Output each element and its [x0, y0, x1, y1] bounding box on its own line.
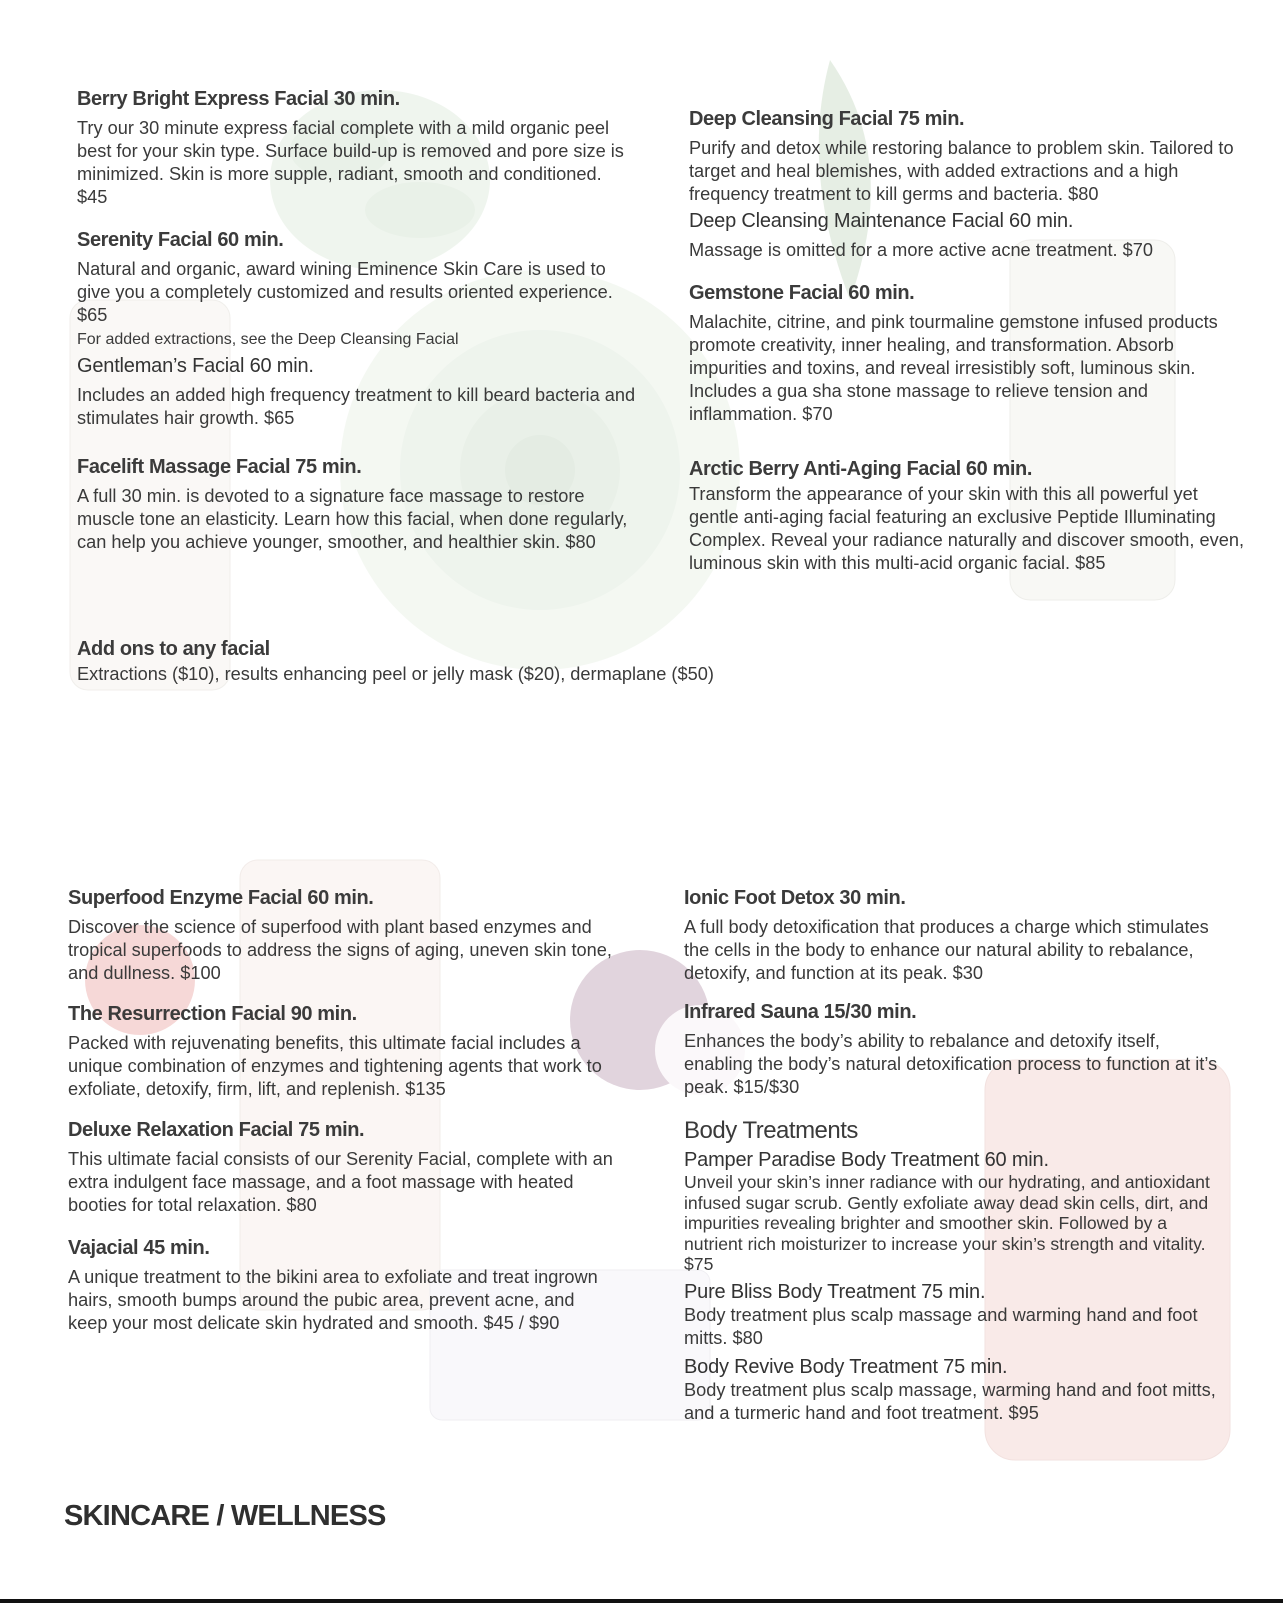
item-description: Enhances the body’s ability to rebalance and detoxify itself, enabling the body’s natural detoxification process to function at it’s peak. $15/$30 — [684, 1031, 1218, 1097]
footer-section-label: SKINCARE / WELLNESS — [64, 1500, 386, 1532]
menu-item — [684, 1001, 1229, 1099]
item-title: Gemstone Facial 60 min. — [689, 282, 915, 304]
item-description: Malachite, citrine, and pink tourmaline gemstone infused products promote creativity, inner healing, and transformation. Absorb impurities and toxins, and reveal irresistibly soft, luminous skin. Includes a gua sha stone massage to relieve tension and inflammation. $70 — [689, 312, 1218, 424]
section-heading: Body Treatments — [684, 1117, 858, 1144]
item-description: Unveil your skin’s inner radiance with our hydrating, and antioxidant infused sugar scrub. Gently exfoliate away dead skin cells, dirt, and impurities revealing brighter and smoother skin. Followed by a nutrient rich moisturizer to increase your skin’s strength and vitality. $75 — [684, 1172, 1210, 1274]
menu-item — [689, 210, 1249, 262]
item-description: A unique treatment to the bikini area to exfoliate and treat ingrown hairs, smooth bumps around the pubic area, prevent acne, and keep your most delicate skin hydrated and smooth. $45 / $90 — [68, 1267, 598, 1333]
item-title: Ionic Foot Detox 30 min. — [684, 887, 906, 909]
item-description: Body treatment plus scalp massage and warming hand and foot mitts. $80 — [684, 1304, 1198, 1348]
addons-description: Extractions ($10), results enhancing peel or jelly mask ($20), dermaplane ($50) — [77, 664, 714, 684]
menu-item — [77, 355, 637, 430]
bottom-rule — [0, 1599, 1283, 1603]
item-description: Packed with rejuvenating benefits, this ultimate facial includes a unique combination of enzymes and tightening agents that work to exfoliate, detoxify, firm, lift, and replenish. $135 — [68, 1033, 602, 1099]
menu-item — [684, 1149, 1229, 1275]
menu-item — [684, 887, 1229, 985]
menu-item — [77, 456, 637, 554]
item-description: Transform the appearance of your skin with this all powerful yet gentle anti-aging facial featuring an exclusive Peptide Illuminating Complex. Reveal your radiance naturally and discover smooth, even, luminous skin with this multi-acid organic facial. $85 — [689, 484, 1245, 573]
facials-right-column — [689, 108, 1249, 575]
item-description: Discover the science of superfood with plant based enzymes and tropical superfoods to address the signs of aging, uneven skin tone, and dullness. $100 — [68, 917, 612, 983]
item-description: Purify and detox while restoring balance to problem skin. Tailored to target and heal blemishes, with added extractions and a high frequency treatment to kill germs and bacteria. $80 — [689, 138, 1234, 204]
menu-item — [68, 1119, 613, 1217]
item-description: A full body detoxification that produces a charge which stimulates the cells in the body to enhance our natural ability to rebalance, detoxify, and function at its peak. $30 — [684, 917, 1209, 983]
menu-item — [68, 1237, 613, 1335]
item-title: Facelift Massage Facial 75 min. — [77, 456, 362, 478]
item-title: Arctic Berry Anti-Aging Facial 60 min. — [689, 458, 1033, 480]
facials-left-column — [77, 88, 637, 554]
item-title: Deep Cleansing Facial 75 min. — [689, 108, 965, 130]
item-title: Pamper Paradise Body Treatment 60 min. — [684, 1149, 1049, 1171]
menu-item — [689, 282, 1249, 426]
menu-item — [77, 88, 637, 209]
menu-item — [684, 1356, 1229, 1425]
item-description: A full 30 min. is devoted to a signature face massage to restore muscle tone an elasticity. Learn how this facial, when done regularly, can help you achieve younger, smoother, and healthier skin. $80 — [77, 486, 628, 552]
item-title: Deep Cleansing Maintenance Facial 60 min. — [689, 210, 1074, 232]
addons-section — [77, 638, 1177, 686]
item-title: Vajacial 45 min. — [68, 1237, 210, 1259]
item-title: Serenity Facial 60 min. — [77, 229, 284, 251]
item-description: Includes an added high frequency treatment to kill beard bacteria and stimulates hair growth. $65 — [77, 385, 636, 428]
item-description: Try our 30 minute express facial complete with a mild organic peel best for your skin type. Surface build-up is removed and pore size is minimized. Skin is more supple, radiant, smooth and conditioned. $45 — [77, 118, 624, 207]
item-title: Gentleman’s Facial 60 min. — [77, 355, 314, 377]
item-title: Berry Bright Express Facial 30 min. — [77, 88, 400, 110]
menu-item — [77, 229, 637, 351]
item-description: This ultimate facial consists of our Serenity Facial, complete with an extra indulgent face massage, and a foot massage with heated booties for total relaxation. $80 — [68, 1149, 613, 1215]
menu-item — [68, 887, 613, 985]
item-title: Body Revive Body Treatment 75 min. — [684, 1355, 1008, 1378]
menu-item — [684, 1281, 1229, 1350]
item-description: Natural and organic, award wining Eminence Skin Care is used to give you a completely customized and results oriented experience. $65 — [77, 259, 613, 325]
addons-title: Add ons to any facial — [77, 638, 270, 660]
item-description: Massage is omitted for a more active acne treatment. $70 — [689, 240, 1154, 260]
menu-item — [689, 108, 1249, 206]
lower-right-column — [684, 887, 1229, 1425]
lower-left-column — [68, 887, 613, 1335]
menu-item — [68, 1003, 613, 1101]
item-description: Body treatment plus scalp massage, warming hand and foot mitts, and a turmeric hand and foot treatment. $95 — [684, 1379, 1216, 1423]
body-treatments-section — [684, 1117, 1229, 1425]
item-title: Infrared Sauna 15/30 min. — [684, 1001, 917, 1023]
menu-item — [689, 458, 1249, 575]
item-title: Pure Bliss Body Treatment 75 min. — [684, 1280, 986, 1303]
item-title: The Resurrection Facial 90 min. — [68, 1003, 357, 1025]
item-title: Deluxe Relaxation Facial 75 min. — [68, 1119, 365, 1141]
item-title: Superfood Enzyme Facial 60 min. — [68, 887, 374, 909]
item-note: For added extractions, see the Deep Cleansing Facial — [77, 331, 459, 348]
